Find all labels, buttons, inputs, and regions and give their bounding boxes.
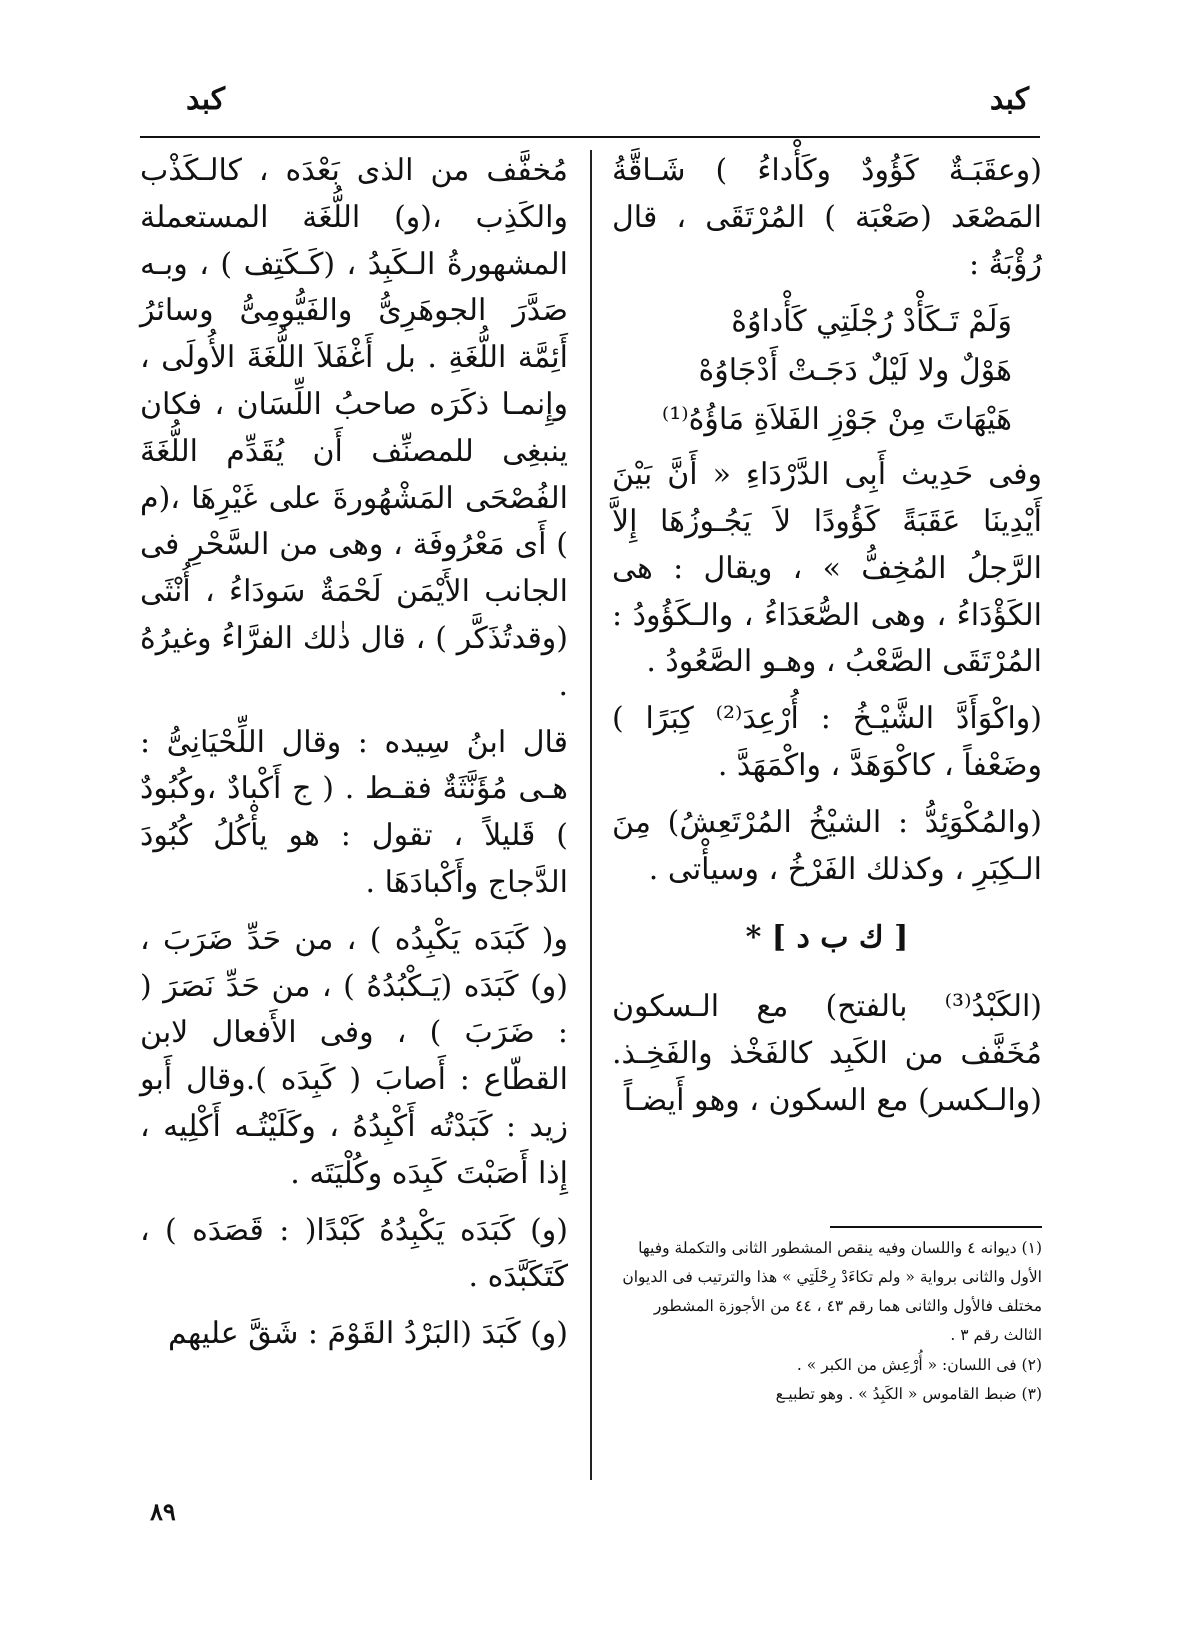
entry-paragraph: (والمُكْوَئِدُّ : الشيْخُ المُرْتَعِشُ) مِنَ الـكِبَرِ ، وكذلك الفَرْخُ ، وسيأْتى . <box>612 804 1042 887</box>
section-heading: [ ك ب د ] * <box>745 920 909 956</box>
footnote-rule <box>830 1226 1042 1228</box>
entry-paragraph: (واكْوَأَدَّ الشَّيْـخُ : أُرْعِدَ⁽²⁾ كِبَرًا ) وضَعْفاً ، كاكْوَهَدَّ ، واكْمَهَدَّ . <box>612 701 1043 783</box>
running-header-right: كبد <box>989 82 1029 117</box>
entry-paragraph: (الكَبْدُ⁽³⁾ بالفتح) مع الـسكون مُخَفَّف من الكَبِد كالفَخْذ والفَخِـذ. (والـكسر) مع السكون ، وهو أَيضـاً <box>612 989 1042 1118</box>
entry-paragraph: قال ابنُ سِيده : وقال اللِّحْيَانِىُّ : هـى مُؤَنَّثَةٌ فقـط . ( ج أَكْبادٌ ،وكُبُودٌ ) قَليلاً ، تقول : هو يأْكُلُ كُبُودَ الدَّجاج وأَكْبادَهَا . <box>140 724 568 900</box>
footnote: (١) ديوانه ٤ واللسان وفيه ينقص المشطور الثانى والتكملة وفيها الأول والثانى برواية « ولم تكاءَدْ رِحْلَتِي » هذا والترتيب فى الديوان مختلف فالأول والثانى هما رقم ٤٣ ، ٤٤ من الأجوزة المشطور الثالث رقم ٣ . <box>622 1239 1042 1345</box>
footnotes <box>612 1234 1042 1409</box>
page-number: ٨٩ <box>150 1497 176 1526</box>
header-rule <box>140 136 1040 138</box>
poem-verses <box>612 298 1042 444</box>
footnote: (٣) ضبط القاموس « الكَبِدُ » . وهو تطبيـع <box>775 1384 1042 1403</box>
poem-verse: هَوْلٌ ولا لَيْلٌ دَجَـتْ أَدْجَاوُهْ <box>698 352 1012 388</box>
entry-paragraph: وفى حَدِيث أَبِى الدَّرْدَاءِ « أَنَّ بَيْنَ أَيْدِينَا عَقَبَةً كَؤُودًا لاَ يَجُـوزُهَا إِلاَّ الرَّجلُ المُخِفُّ » ، ويقال : هى الكَؤْدَاءُ ، وهى الصُّعَدَاءُ ، والـكَؤُودُ : المُرْتَقَى الصَّعْبُ ، وهـو الصَّعُودُ . <box>612 457 1042 680</box>
left-column <box>140 148 568 1368</box>
entry-paragraph: (و) كَبَدَ (البَرْدُ القَوْمَ : شَقَّ عليهم <box>167 1316 568 1352</box>
footnote: (٢) فى اللسان: « أُرْعِش من الكبر » . <box>796 1355 1042 1374</box>
entry-paragraph: و( كَبَدَه يَكْبِدُه ) ، من حَدِّ ضَرَبَ ، (و) كَبَدَه (يَـكْبُدُهُ ) ، من حَدِّ نَصَرَ ( : ضَرَبَ ) ، وفى الأَفعال لابن القطّاع : أَصابَ ( كَبِدَه ).وقال أَبو زيد : كَبَدْتُه أَكْبِدُهُ ، وكَلَيْتُـه أَكْلِيه ، إِذا أَصَبْتَ كَبِدَه وكُلْيَتَه . <box>140 921 568 1191</box>
poem-verse: هَيْهَاتَ مِنْ جَوْزِ الفَلاَةِ مَاؤُهُ⁽¹⁾ <box>661 401 1012 437</box>
entry-paragraph: مُخفَّف من الذى بَعْدَه ، كالـكَذْب والكَذِب ،(و) اللُّغَة المستعملة المشهورةُ الـكَبِدُ ، (كَـكَتِف ) ، وبـه صَدَّرَ الجوهَرِىُّ والفَيُّومِىُّ وسائرُ أَئِمَّة اللُّغَةِ . بل أَغْفَلاَ اللُّغَةَ الأُولَى ، وإِنمـا ذكَرَه صاحبُ اللِّسَان ، فكان ينبغِى للمصنِّف أَن يُقَدِّم اللُّغَةَ الفُصْحَى المَشْهُورةَ على غَيْرِهَا ،(م ) أَى مَعْرُوفَة ، وهى من السَّحْرِ فى الجانب الأَيْمَن لَحْمَةٌ سَودَاءُ ، أُنْثَى (وقدتُذَكَّر ) ، قال ذٰلك الفرَّاءُ وغيرُهُ . <box>140 153 568 703</box>
right-column <box>612 148 1042 1135</box>
poem-verse: وَلَمْ تَـكَأْدْ رُجْلَتِي كَأْداوُهْ <box>731 304 1012 340</box>
column-divider <box>590 150 592 1480</box>
entry-paragraph: (وعقَبَـةٌ كَؤُودٌ وكَأْداءُ ) شَـاقَّةُ المَصْعَد (صَعْبَة ) المُرْتَقَى ، قال رُؤْبَةُ : <box>612 153 1042 282</box>
entry-paragraph: (و) كَبَدَه يَكْبِدُهُ كَبْدًا( : قَصَدَه ) ، كَتَكَبَّدَه . <box>140 1212 568 1295</box>
running-header-left: كبد <box>186 82 226 117</box>
